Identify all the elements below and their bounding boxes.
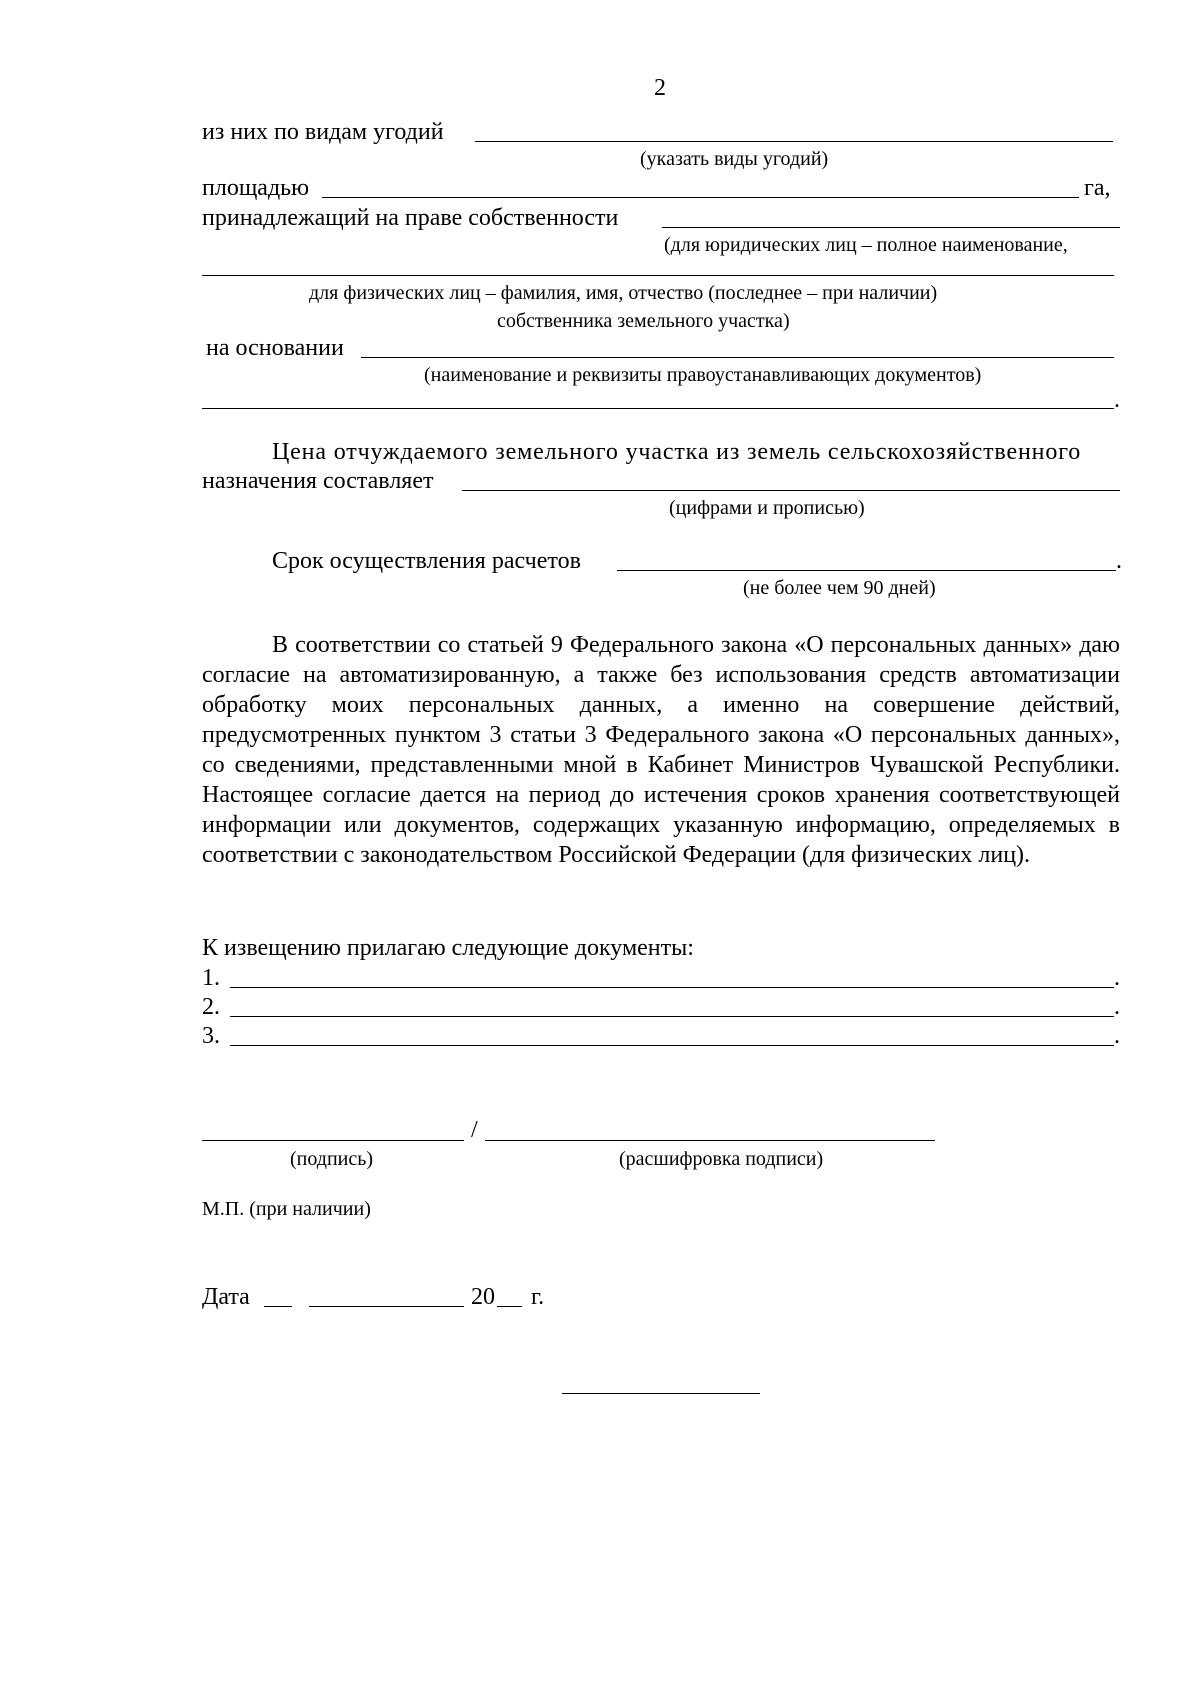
basis-hint: (наименование и реквизиты правоустанавливающих документов) bbox=[424, 364, 982, 386]
basis-field[interactable] bbox=[361, 357, 1114, 358]
ownership-hint-line2: для физических лиц – фамилия, имя, отчество (последнее – при наличии) bbox=[309, 282, 938, 304]
price-hint: (цифрами и прописью) bbox=[669, 497, 865, 519]
attachment-number: 3. bbox=[202, 1023, 220, 1049]
price-line2: назначения составляет bbox=[202, 468, 434, 494]
date-year-field[interactable] bbox=[497, 1306, 522, 1307]
attachment-field-2[interactable] bbox=[230, 1016, 1114, 1017]
consent-text: В соответствии со статьей 9 Федерального закона «О персональных данных» даю согласие на автоматизированную, а также без использования средств автоматизации обработку моих персональных данных, а именно на совершение действий, предусмотренных пунктом 3 статьи 3 Федерального закона «О персональных данных», со сведениями, представленными мной в Кабинет Министров Чувашской Республики. Настоящее согласие дается на период до истечения сроков хранения соответствующей информации или документов, содержащих указанную информацию, определяемых в соответствии с законодательством Российской Федерации (для физических лиц). bbox=[202, 632, 1120, 868]
attachments-label: К извещению прилагаю следующие документы: bbox=[202, 935, 694, 961]
attachment-field-3[interactable] bbox=[230, 1045, 1114, 1046]
signature-separator: / bbox=[471, 1117, 478, 1143]
land-types-hint: (указать виды угодий) bbox=[640, 148, 829, 170]
settlement-field[interactable] bbox=[617, 570, 1116, 571]
basis-field-2[interactable] bbox=[202, 408, 1114, 409]
ownership-hint-line1: (для юридических лиц – полное наименование, bbox=[664, 234, 1068, 256]
owner-name-field-2[interactable] bbox=[202, 275, 1114, 276]
stamp-label: М.П. (при наличии) bbox=[202, 1198, 371, 1220]
ownership-hint-line3: собственника земельного участка) bbox=[497, 310, 790, 332]
signature-hint: (подпись) bbox=[290, 1148, 374, 1170]
attachment-end-dot: . bbox=[1114, 1023, 1120, 1049]
price-field[interactable] bbox=[462, 490, 1120, 491]
area-field[interactable] bbox=[322, 197, 1079, 198]
area-unit: га, bbox=[1084, 175, 1111, 201]
date-month-field[interactable] bbox=[309, 1306, 464, 1307]
settlement-label: Срок осуществления расчетов bbox=[272, 548, 581, 574]
attachment-number: 1. bbox=[202, 965, 220, 991]
land-types-field[interactable] bbox=[475, 141, 1113, 142]
date-year-prefix: 20 bbox=[471, 1284, 495, 1310]
date-year-suffix: г. bbox=[531, 1284, 545, 1310]
owner-name-field[interactable] bbox=[662, 227, 1120, 228]
signature-field[interactable] bbox=[202, 1140, 464, 1141]
area-label: площадью bbox=[202, 175, 310, 201]
consent-paragraph bbox=[202, 630, 1120, 870]
date-day-field[interactable] bbox=[264, 1306, 292, 1307]
date-label: Дата bbox=[202, 1284, 250, 1310]
settlement-end-dot: . bbox=[1116, 548, 1122, 574]
basis-label: на основании bbox=[206, 335, 344, 361]
attachment-end-dot: . bbox=[1114, 994, 1120, 1020]
signature-decode-field[interactable] bbox=[485, 1140, 935, 1141]
closing-divider bbox=[562, 1393, 760, 1394]
land-types-label: из них по видам угодий bbox=[202, 119, 444, 145]
attachment-end-dot: . bbox=[1114, 965, 1120, 991]
page-number: 2 bbox=[654, 75, 666, 101]
attachment-number: 2. bbox=[202, 994, 220, 1020]
settlement-hint: (не более чем 90 дней) bbox=[743, 577, 936, 599]
basis-end-dot: . bbox=[1114, 387, 1120, 413]
signature-decode-hint: (расшифровка подписи) bbox=[619, 1148, 824, 1170]
price-line1: Цена отчуждаемого земельного участка из земель сельскохозяйственного bbox=[272, 439, 1082, 465]
attachment-field-1[interactable] bbox=[230, 987, 1114, 988]
ownership-label: принадлежащий на праве собственности bbox=[202, 205, 619, 231]
